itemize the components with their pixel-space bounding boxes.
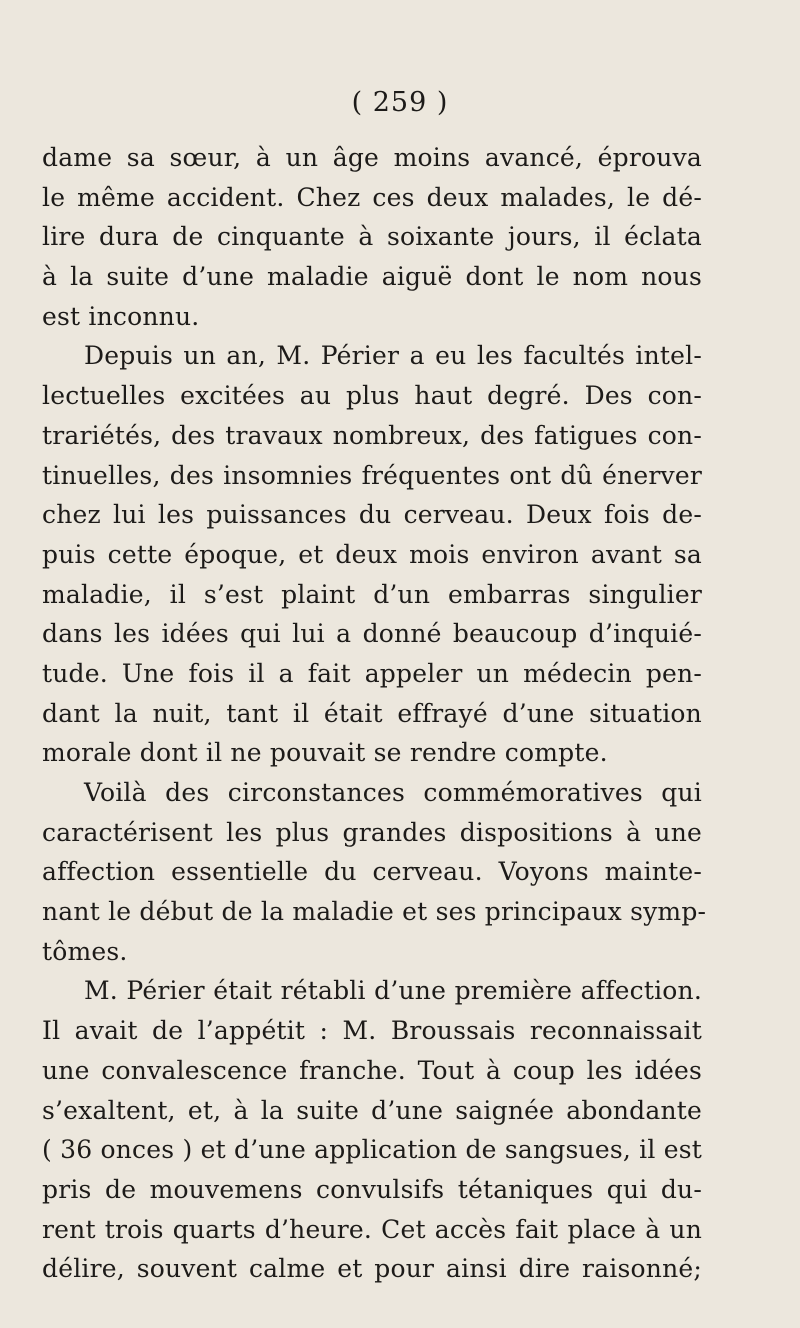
text-line: une convalescence franche. Tout à coup les idées xyxy=(42,1055,702,1085)
text-line: M. Périer était rétabli d’une première affection. xyxy=(84,976,702,1006)
text-line: chez lui les puissances du cerveau. Deux fois de- xyxy=(42,500,702,530)
text-line: trariétés, des travaux nombreux, des fatigues con- xyxy=(42,420,702,450)
text-line: Voilà des circonstances commémoratives qui xyxy=(84,778,702,807)
text-line: est inconnu. xyxy=(42,301,200,331)
text-line: à la suite d’une maladie aiguë dont le nom nous xyxy=(42,262,702,292)
text-line: s’exaltent, et, à la suite d’une saignée abondante xyxy=(42,1095,702,1125)
text-line: morale dont il ne pouvait se rendre compte. xyxy=(42,738,608,768)
text-line: lectuelles excitées au plus haut degré. Des con- xyxy=(42,381,702,411)
text-line: le même accident. Chez ces deux malades, le dé- xyxy=(42,182,702,212)
page-number: ( 259 ) xyxy=(351,87,449,118)
text-line: tômes. xyxy=(42,936,128,966)
text-line: Il avait de l’appétit : M. Broussais reconnaissait xyxy=(42,1016,702,1046)
text-line: tinuelles, des insomnies fréquentes ont dû énerver xyxy=(42,460,702,490)
text-line: dant la nuit, tant il était effrayé d’une situation xyxy=(42,698,702,728)
text-line: Depuis un an, M. Périer a eu les facultés intel- xyxy=(84,341,702,371)
text-line: affection essentielle du cerveau. Voyons mainte- xyxy=(42,857,702,887)
text-line: dans les idées qui lui a donné beaucoup d’inquié- xyxy=(42,619,702,649)
text-line: nant le début de la maladie et ses principaux symp- xyxy=(42,897,707,927)
text-line: lire dura de cinquante à soixante jours, il éclata xyxy=(42,222,702,252)
text-line: délire, souvent calme et pour ainsi dire raisonné; xyxy=(42,1254,702,1284)
text-line: tude. Une fois il a fait appeler un médecin pen- xyxy=(42,658,702,688)
text-line: rent trois quarts d’heure. Cet accès fait place à un xyxy=(42,1214,702,1244)
text-line: puis cette époque, et deux mois environ avant sa xyxy=(42,539,702,569)
text-line: dame sa sœur, à un âge moins avancé, éprouva xyxy=(42,143,702,172)
text-line: caractérisent les plus grandes dispositions à une xyxy=(42,817,702,847)
body-text xyxy=(42,138,707,1289)
text-line: pris de mouvemens convulsifs tétaniques qui du- xyxy=(42,1174,702,1204)
text-line: maladie, il s’est plaint d’un embarras singulier xyxy=(42,579,702,609)
text-line: ( 36 onces ) et d’une application de sangsues, il est xyxy=(42,1135,702,1165)
